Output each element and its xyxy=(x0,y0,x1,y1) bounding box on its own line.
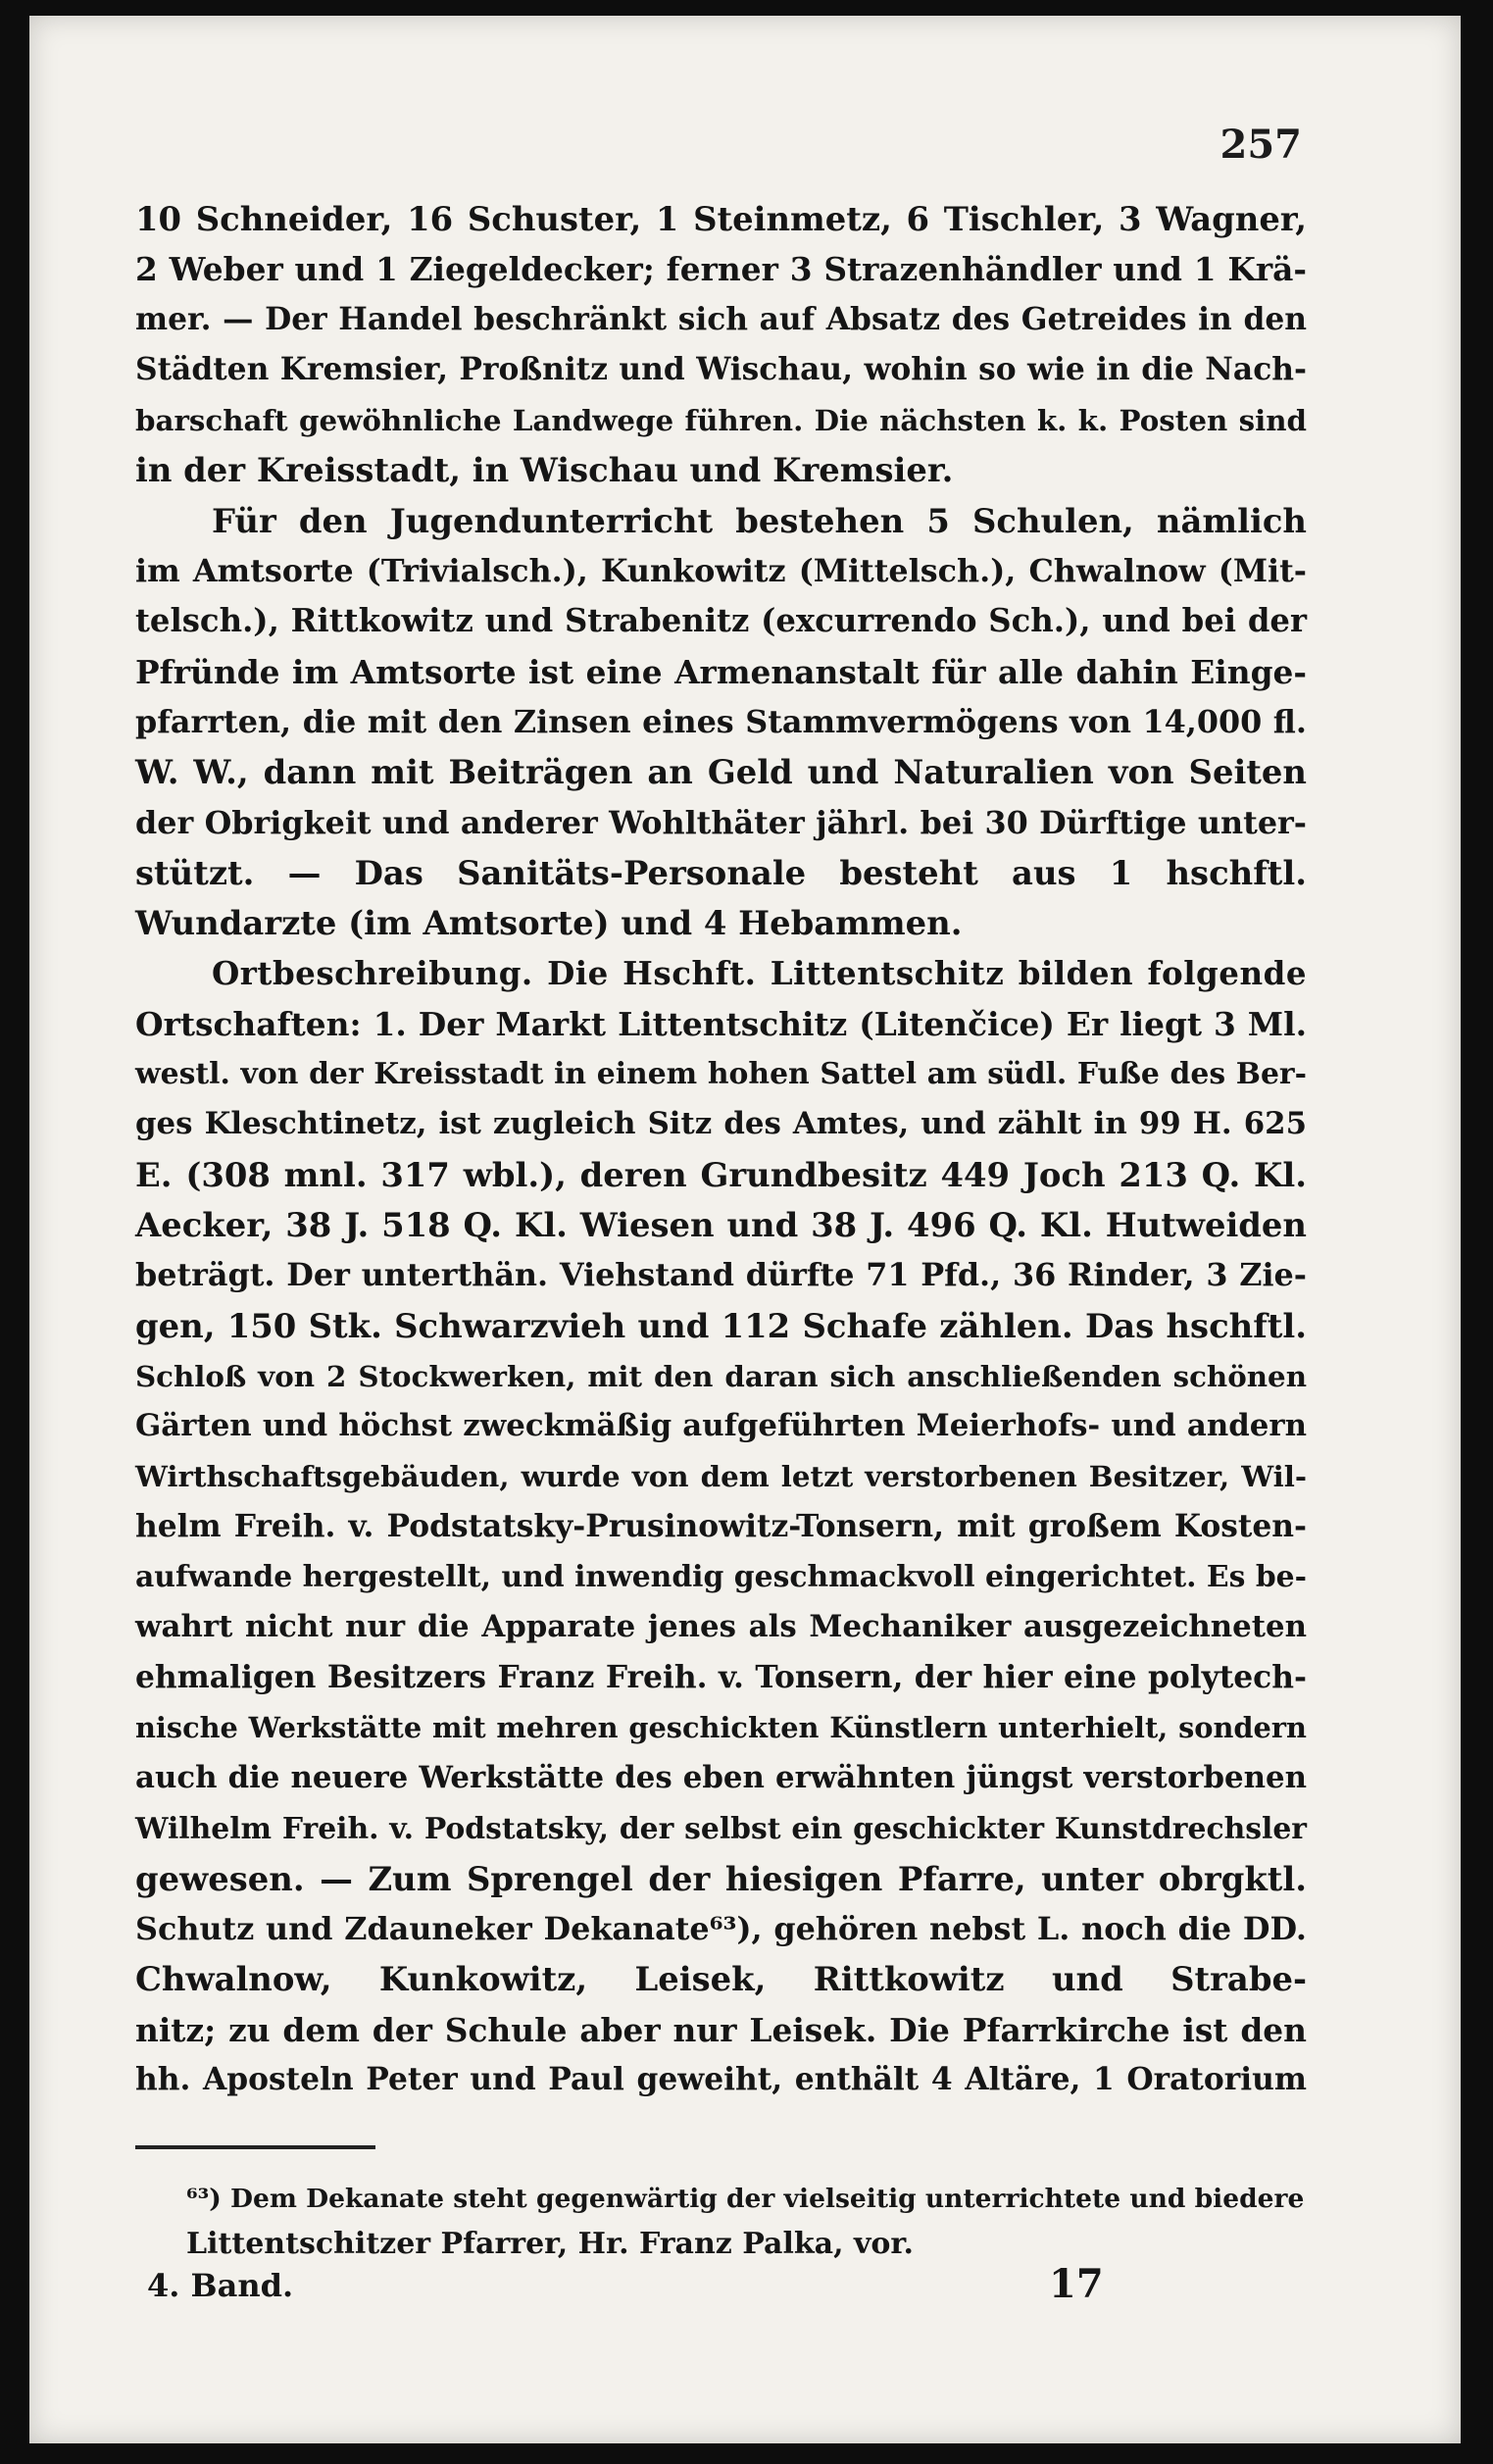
sheet-number: 17 xyxy=(1049,2261,1104,2307)
text-line: Ortschaften: 1. Der Markt Littentschitz (Litenčice) Er liegt 3 Ml. xyxy=(135,1004,1307,1043)
text-line: westl. von der Kreisstadt in einem hohen Sattel am südl. Fuße des Ber- xyxy=(135,1057,1307,1092)
text-line: nitz; zu dem der Schule aber nur Leisek. Die Pfarrkirche ist den xyxy=(135,2010,1307,2049)
footnote-rule xyxy=(135,2145,375,2149)
text-line: Aecker, 38 J. 518 Q. Kl. Wiesen und 38 J. 496 Q. Kl. Hutweiden xyxy=(135,1204,1307,1244)
text-line: Städten Kremsier, Proßnitz und Wischau, wohin so wie in die Nach- xyxy=(135,351,1307,387)
text-line: ehmaligen Besitzers Franz Freih. v. Tonsern, der hier eine polytech- xyxy=(135,1659,1307,1695)
text-line: hh. Aposteln Peter und Paul geweiht, enthält 4 Altäre, 1 Oratorium xyxy=(135,2061,1307,2097)
text-line: Gärten und höchst zweckmäßig aufgeführten Meierhofs- und andern xyxy=(135,1408,1307,1444)
text-line: auch die neuere Werkstätte des eben erwähnten jüngst verstorbenen xyxy=(135,1760,1307,1796)
text-line: Schutz und Zdauneker Dekanate⁶³), gehören nebst L. noch die DD. xyxy=(135,1911,1307,1948)
footnote-line: ⁶³) Dem Dekanate steht gegenwärtig der vielseitig unterrichtete und biedere xyxy=(186,2184,1305,2214)
text-line: gewesen. — Zum Sprengel der hiesigen Pfarre, unter obrgktl. xyxy=(135,1858,1307,1898)
text-line: beträgt. Der unterthän. Viehstand dürfte 71 Pfd., 36 Rinder, 3 Zie- xyxy=(135,1257,1307,1294)
book-page xyxy=(29,16,1461,2443)
text-line: helm Freih. v. Podstatsky-Prusinowitz-Tonsern, mit großem Kosten- xyxy=(135,1508,1307,1544)
text-line: nische Werkstätte mit mehren geschickten Künstlern unterhielt, sondern xyxy=(135,1710,1307,1744)
footnote xyxy=(186,2177,1304,2267)
text-line: 2 Weber und 1 Ziegeldecker; ferner 3 Strazenhändler und 1 Krä- xyxy=(135,250,1307,289)
text-line: barschaft gewöhnliche Landwege führen. Die nächsten k. k. Posten sind xyxy=(135,403,1307,438)
text-line: wahrt nicht nur die Apparate jenes als Mechaniker ausgezeichneten xyxy=(135,1609,1307,1645)
text-line: ges Kleschtinetz, ist zugleich Sitz des Amtes, und zählt in 99 H. 625 xyxy=(135,1106,1307,1142)
text-line: gen, 150 Stk. Schwarzvieh und 112 Schafe zählen. Das hschftl. xyxy=(135,1305,1307,1345)
text-line: Für den Jugendunterricht bestehen 5 Schulen, nämlich xyxy=(212,500,1307,540)
volume-signature: 4. Band. xyxy=(147,2267,294,2304)
text-line: der Obrigkeit und anderer Wohlthäter jährl. bei 30 Dürftige unter- xyxy=(135,804,1307,841)
text-line: pfarrten, die mit den Zinsen eines Stammvermögens von 14,000 fl. xyxy=(135,703,1307,740)
text-line: telsch.), Rittkowitz und Strabenitz (excurrendo Sch.), und bei der xyxy=(135,602,1307,640)
text-line: W. W., dann mit Beiträgen an Geld und Naturalien von Seiten xyxy=(135,752,1307,792)
section-heading-line: Ortbeschreibung. Die Hschft. Littentschitz bilden folgende xyxy=(212,954,1307,993)
text-line: Wilhelm Freih. v. Podstatsky, der selbst ein geschickter Kunstdrechsler xyxy=(135,1811,1307,1846)
text-line: 10 Schneider, 16 Schuster, 1 Steinmetz, 6 Tischler, 3 Wagner, xyxy=(135,199,1307,238)
text-line: aufwande hergestellt, und inwendig geschmackvoll eingerichtet. Es be- xyxy=(135,1560,1307,1595)
body-text xyxy=(135,194,1307,2105)
text-line: Wirthschaftsgebäuden, wurde von dem letzt verstorbenen Besitzer, Wil- xyxy=(135,1459,1307,1494)
text-line: Chwalnow, Kunkowitz, Leisek, Rittkowitz und Strabe- xyxy=(135,1959,1307,1999)
text-line: mer. — Der Handel beschränkt sich auf Absatz des Getreides in den xyxy=(135,301,1307,337)
footnote-line: Littentschitzer Pfarrer, Hr. Franz Palka, vor. xyxy=(186,2227,914,2261)
text-line: stützt. — Das Sanitäts-Personale besteht aus 1 hschftl. xyxy=(135,852,1307,892)
text-line: im Amtsorte (Trivialsch.), Kunkowitz (Mittelsch.), Chwalnow (Mit- xyxy=(135,553,1307,590)
text-line: Schloß von 2 Stockwerken, mit den daran sich anschließenden schönen xyxy=(135,1358,1307,1393)
text-line: Pfründe im Amtsorte ist eine Armenanstalt für alle dahin Einge- xyxy=(135,652,1307,691)
text-line: E. (308 mnl. 317 wbl.), deren Grundbesitz 449 Joch 213 Q. Kl. xyxy=(135,1154,1307,1194)
text-line: in der Kreisstadt, in Wischau und Kremsier. xyxy=(135,450,954,490)
page-number: 257 xyxy=(1219,122,1302,168)
text-line: Wundarzte (im Amtsorte) und 4 Hebammen. xyxy=(135,903,963,943)
